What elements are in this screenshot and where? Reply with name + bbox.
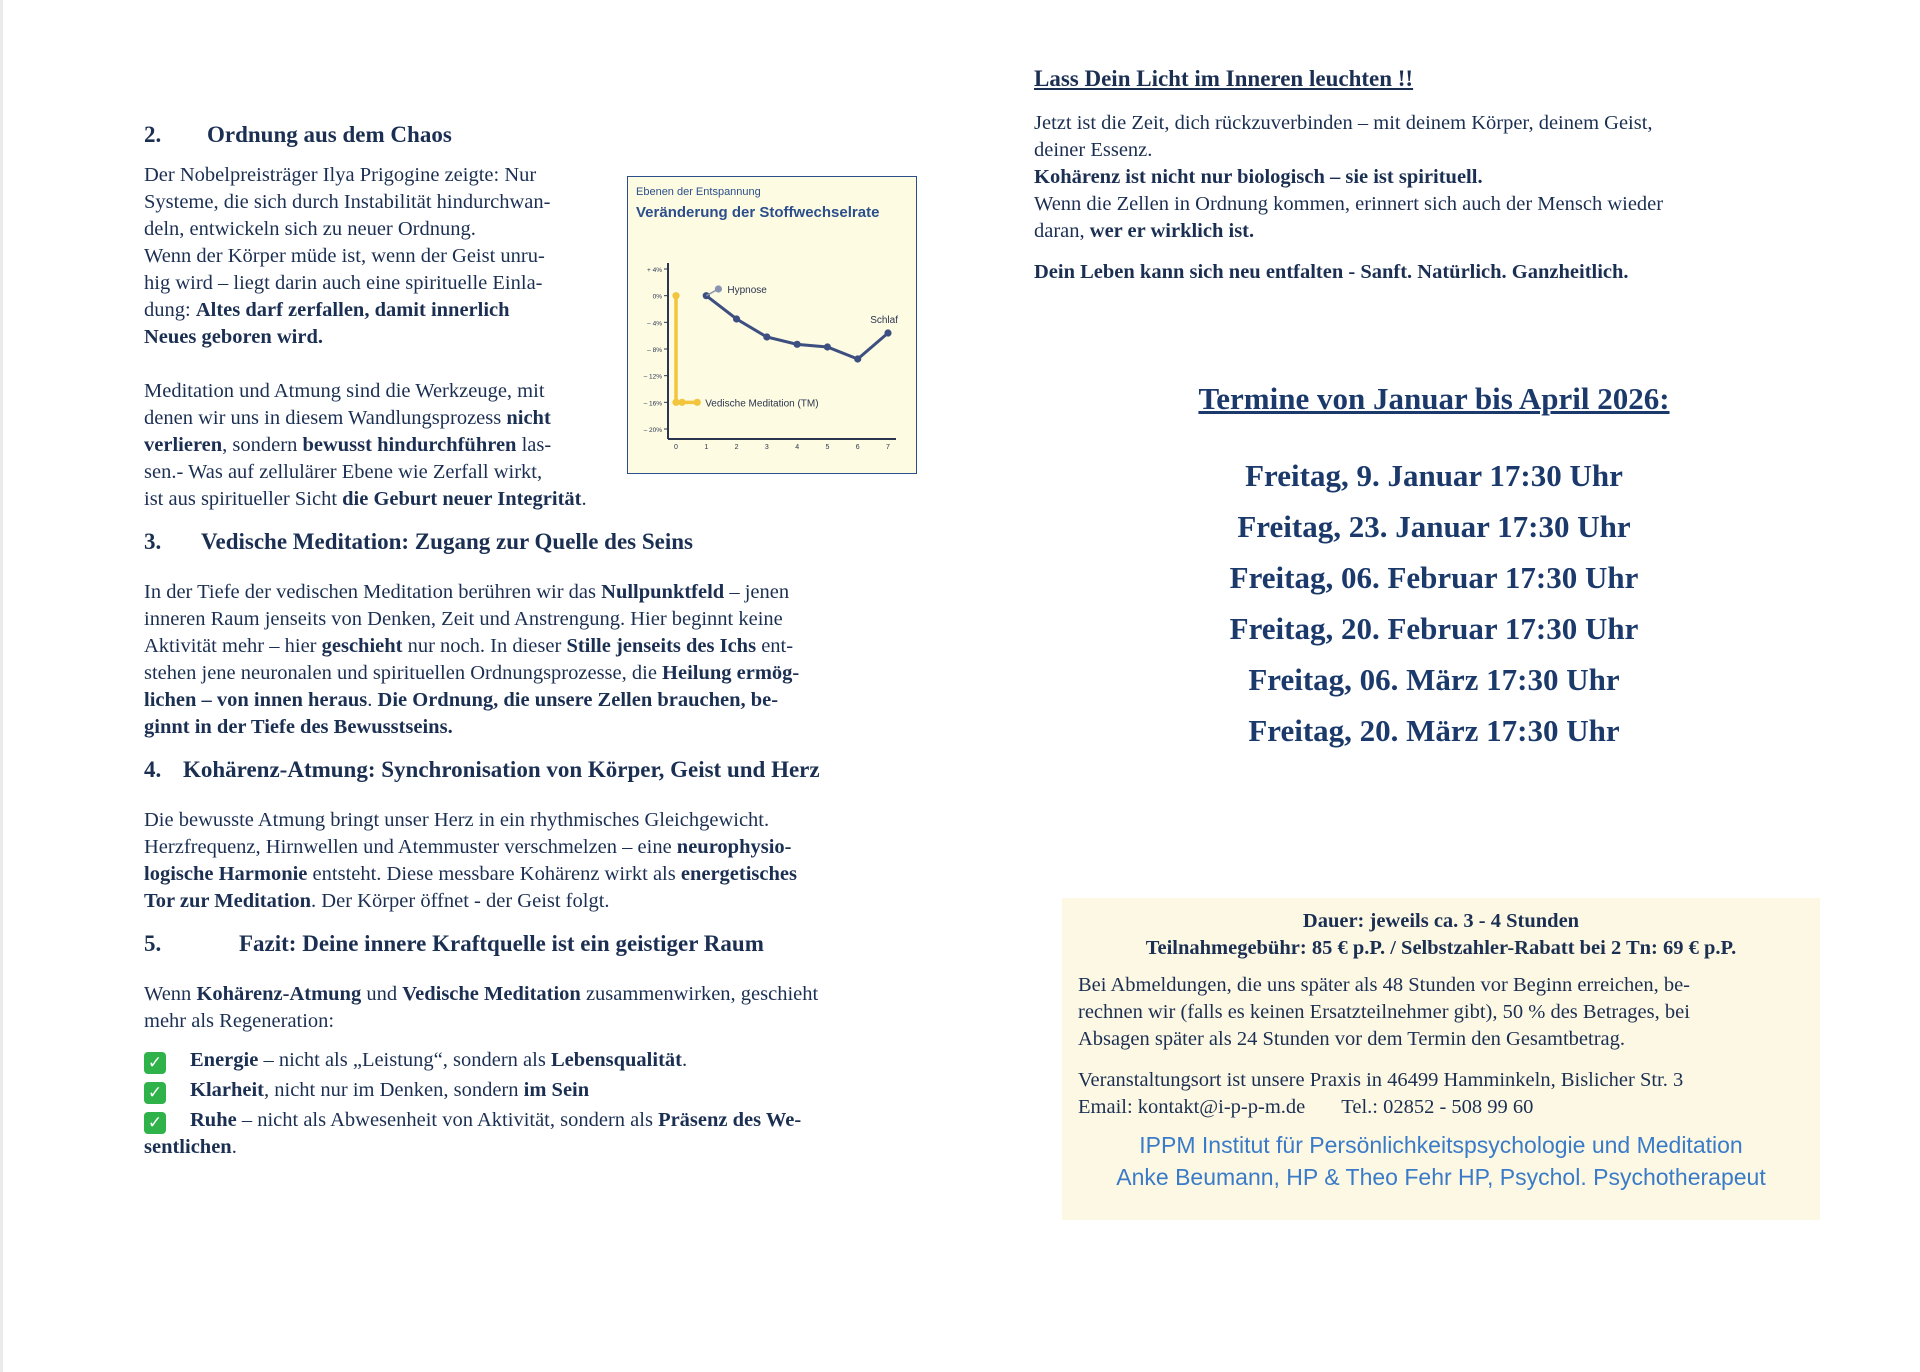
y-tick-label: – 8% [647,347,662,354]
chart-subtitle: Ebenen der Entspannung [636,186,761,198]
text-line: . Der Körper öffnet - der Geist folgt. [311,890,610,912]
y-tick-label: 0% [652,293,662,301]
text-line: dung: [144,299,196,321]
text-line: stehen jene neuronalen und spirituellen Ordnungsprozesse, die [144,662,663,684]
text-line: denen wir uns in diesem Wandlungsprozess [144,407,507,429]
text-line: Wenn [144,983,197,1005]
bold-text: die Geburt neuer Integrität [342,488,582,510]
text-line: und [361,983,403,1005]
text-line: Der Nobelpreisträger Ilya Prigogine zeigte: Nur [144,164,537,186]
termine-title: Termine von Januar bis April 2026: [1198,381,1670,416]
y-tick-label: – 20% [643,427,662,434]
bold-text: Nullpunktfeld [601,581,725,603]
text-line: deln, entwickeln sich zu neuer Ordnung. [144,218,476,240]
hypnose-point [733,315,740,322]
section-number: 3. [144,529,162,554]
text-line: , nicht nur im Denken, sondern [264,1079,524,1101]
hypnose-label-point [715,285,722,292]
x-tick-label: 7 [886,444,890,451]
bold-text: im Sein [523,1079,590,1101]
bold-text: Kohärenz-Atmung [196,983,362,1005]
bold-text: ginnt in der Tiefe des Bewusstseins. [144,716,453,738]
bold-text: bewusst hindurchführen [302,434,517,456]
bold-text: logische Harmonie [144,863,308,885]
text-line: inneren Raum jenseits von Denken, Zeit und Anstrengung. Hier beginnt keine [144,608,783,630]
bold-text: Heilung ermög- [662,662,800,684]
date-item: Freitag, 9. Januar 17:30 Uhr [1245,458,1623,493]
section-2-body [144,162,619,486]
section-title: Vedische Meditation: Zugang zur Quelle des Seins [201,529,693,554]
section-4-heading [144,755,924,785]
x-tick-label: 3 [764,444,769,451]
hypnose-point [854,355,861,362]
date-list [1034,450,1834,756]
x-tick-label: 2 [734,444,739,451]
text-line: – nicht als „Leistung“, sondern als [258,1049,551,1071]
email-link[interactable]: Email: kontakt@i-p-p-m.de [1078,1096,1306,1118]
date-item: Freitag, 06. März 17:30 Uhr [1248,662,1620,697]
date-item: Freitag, 06. Februar 17:30 Uhr [1229,560,1639,595]
duration-text: Dauer: jeweils ca. 3 - 4 Stunden [1302,910,1580,932]
bold-text: Lebensqualität [550,1049,682,1071]
text-line: hig wird – liegt darin auch eine spirituelle Einla- [144,272,543,294]
tm-point [672,292,679,299]
bold-text: neurophysio- [676,836,792,858]
bold-text: Kohärenz ist nicht nur biologisch – sie ist spirituell. [1034,166,1483,188]
bold-text: energetisches [680,863,797,885]
institute-name: IPPM Institut für Persönlichkeitspsychologie und Meditation [1139,1132,1743,1158]
bold-text: geschieht [321,635,403,657]
text-line: . [367,689,378,711]
checkmark-icon: ✓ [144,1082,166,1104]
y-tick-label: – 12% [643,373,662,381]
paragraph [144,579,924,741]
paragraph [144,981,924,1035]
text-line: Die bewusste Atmung bringt unser Herz in ein rhythmisches Gleichgewicht. [144,809,770,831]
checkmark-icon: ✓ [144,1112,166,1134]
text-line: Aktivität mehr – hier [144,635,322,657]
text-line: Wenn die Zellen in Ordnung kommen, erinnert sich auch der Mensch wieder [1034,193,1664,215]
section-2-heading [144,120,924,150]
bold-text: Vedische Meditation [402,983,581,1005]
text-line: . [581,488,587,510]
cancellation-policy [1078,972,1804,1053]
text-line: ent- [756,635,794,657]
text-line: Bei Abmeldungen, die uns später als 48 Stunden vor Beginn erreichen, be- [1078,974,1691,996]
bold-text: verlieren [144,434,223,456]
chart-svg [628,177,916,473]
text-line: mehr als Regeneration: [144,1010,335,1032]
bold-text: Energie [190,1049,259,1071]
bold-text: Klarheit [190,1079,265,1101]
headline: Lass Dein Licht im Inneren leuchten !! [1034,66,1414,91]
paragraph [1034,110,1834,245]
bullet-item [144,1047,924,1074]
text-line: – nicht als Abwesenheit von Aktivität, sondern als [236,1109,659,1131]
bold-text: lichen – von innen heraus [144,689,368,711]
tm-point [694,399,701,406]
bold-text: Die Ordnung, die unsere Zellen brauchen, be- [377,689,779,711]
bold-text: nicht [506,407,551,429]
text-line: – jenen [724,581,790,603]
hypnose-point [794,341,801,348]
text-line: . [231,1136,237,1158]
x-tick-label: 1 [704,444,709,451]
hypnose-point [824,343,831,350]
x-tick-label: 4 [795,444,800,451]
text-line: Systeme, die sich durch Instabilität hindurchwan- [144,191,551,213]
text-line: Herzfrequenz, Hirnwellen und Atemmuster verschmelzen – eine [144,836,677,858]
text-line: rechnen wir (falls es keinen Ersatzteilnehmer gibt), 50 % des Betrages, bei [1078,1001,1690,1023]
text-line: Jetzt ist die Zeit, dich rückzuverbinden – mit deinem Körper, deinem Geist, [1034,112,1653,134]
paragraph [144,378,619,486]
fee-text: Teilnahmegebühr: 85 € p.P. / Selbstzahler-Rabatt bei 2 Tn: 69 € p.P. [1145,937,1737,959]
bold-text: Neues geboren wird. [144,326,323,348]
paragraph [144,807,924,915]
bullet-item [144,1077,924,1104]
bold-text: Ruhe [190,1109,237,1131]
text-line: daran, [1034,220,1090,242]
text-line: . [681,1049,688,1071]
x-tick-label: 5 [825,444,830,451]
section-5-heading [144,929,924,959]
hypnose-point [763,333,770,340]
series-label-hypnose: Hypnose [727,285,767,296]
date-item: Freitag, 23. Januar 17:30 Uhr [1237,509,1631,544]
series-label-schlaf: Schlaf [870,315,898,326]
text-line: Wenn der Körper müde ist, wenn der Geist unru- [144,245,545,267]
section-title: Ordnung aus dem Chaos [207,122,452,147]
y-tick-label: – 16% [643,400,662,408]
x-tick-label: 0 [674,444,678,451]
institute-staff: Anke Beumann, HP & Theo Fehr HP, Psychol. Psychotherapeut [1116,1164,1766,1190]
checkmark-icon: ✓ [144,1052,166,1074]
date-item: Freitag, 20. März 17:30 Uhr [1248,713,1620,748]
y-tick-label: + 4% [647,267,662,274]
contact-line [1078,1094,1804,1121]
text-line: ist aus spiritueller Sicht [144,488,343,510]
section-number: 4. [144,757,162,782]
bullet-item [144,1107,924,1161]
phone-text: Tel.: 02852 - 508 99 60 [1341,1096,1534,1118]
text-line: las- [516,434,552,456]
paragraph [144,162,619,351]
text-line: nur noch. In dieser [402,635,567,657]
text-line: Absagen später als 24 Stunden vor dem Termin den Gesamtbetrag. [1078,1028,1625,1050]
text-line: sen.- Was auf zellulärer Ebene wie Zerfall wirkt, [144,461,543,483]
metabolic-rate-chart [627,176,917,474]
page-edge [0,0,3,1372]
x-tick-label: 6 [855,444,860,451]
y-tick-label: – 4% [647,320,662,328]
chart-title: Veränderung der Stoffwechselrate [636,204,880,221]
section-title: Kohärenz-Atmung: Synchronisation von Körper, Geist und Herz [183,757,820,782]
bold-text: Stille jenseits des Ichs [566,635,757,657]
right-column [1034,64,1834,756]
tm-point [678,399,685,406]
series-label-tm: Vedische Meditation (TM) [705,398,819,410]
paragraph [144,486,924,513]
hypnose-line [706,296,888,359]
section-3-heading [144,527,924,557]
section-title: Fazit: Deine innere Kraftquelle ist ein geistiger Raum [239,931,764,956]
text-line: entsteht. Diese messbare Kohärenz wirkt als [307,863,681,885]
bold-text: sentlichen [144,1136,232,1158]
section-number: 5. [144,931,162,956]
text-line: deiner Essenz. [1034,139,1153,161]
tagline: Dein Leben kann sich neu entfalten - Sanft. Natürlich. Ganzheitlich. [1034,261,1629,283]
info-box [1062,898,1820,1220]
text-line: , sondern [222,434,303,456]
text-line: zusammenwirken, geschieht [580,983,819,1005]
tm-line [676,296,697,403]
text-line: Meditation und Atmung sind die Werkzeuge, mit [144,380,545,402]
date-item: Freitag, 20. Februar 17:30 Uhr [1229,611,1639,646]
hypnose-point [884,329,891,336]
bold-text: Tor zur Meditation [144,890,312,912]
bold-text: Präsenz des We- [658,1109,802,1131]
section-number: 2. [144,122,162,147]
bold-text: Altes darf zerfallen, damit innerlich [195,299,510,321]
text-line: In der Tiefe der vedischen Meditation berühren wir das [144,581,602,603]
bold-text: wer er wirklich ist. [1089,220,1255,242]
venue-text: Veranstaltungsort ist unsere Praxis in 46499 Hamminkeln, Bislicher Str. 3 [1078,1069,1684,1091]
